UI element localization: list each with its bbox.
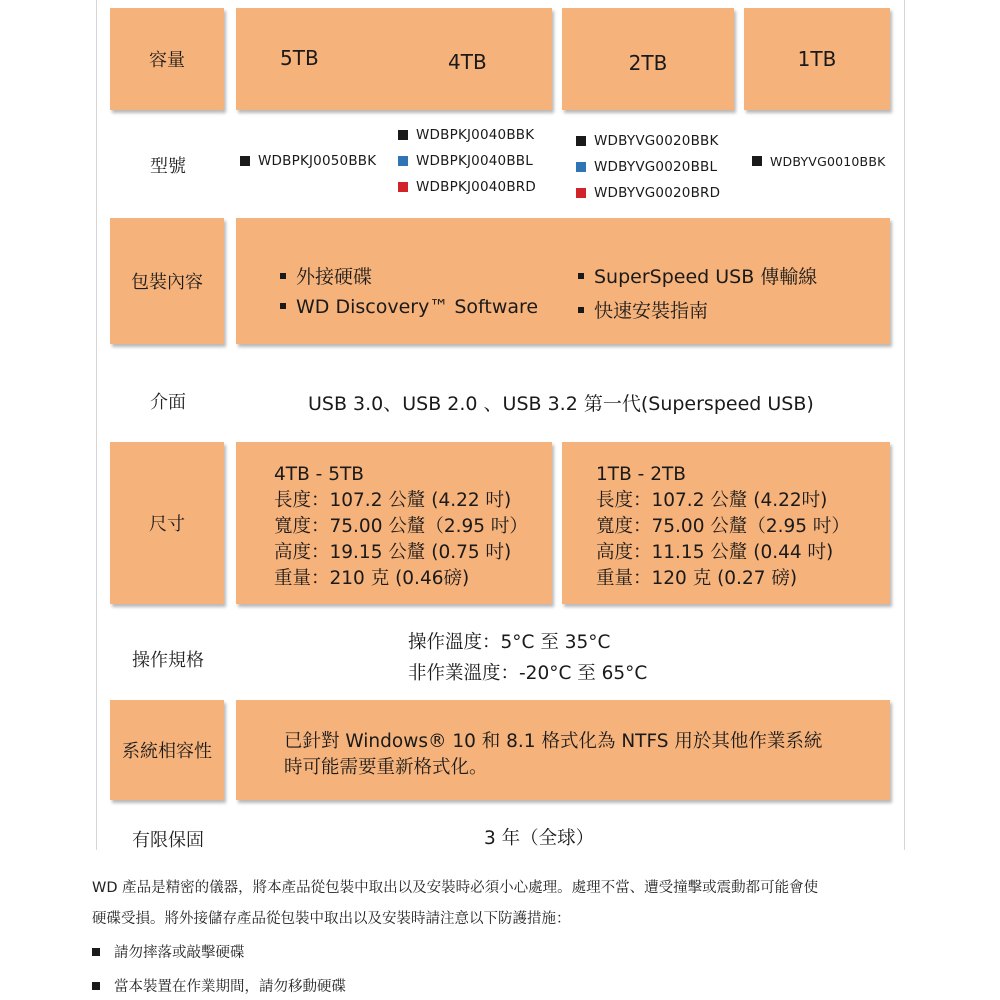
compat-label-cell — [110, 700, 224, 800]
model-item: WDBPKJ0040BBL — [398, 148, 536, 174]
package-item: 外接硬碟 — [280, 262, 372, 289]
package-item: WD Discovery™ Software — [280, 296, 538, 318]
notes-bullet: 當本裝置在作業期間，請勿移動硬碟 — [92, 975, 346, 996]
model-item: WDBPKJ0040BRD — [398, 174, 536, 200]
capacity-2tb: 2TB — [628, 51, 668, 75]
dim-width: 寬度：75.00 公釐（2.95 吋） — [596, 516, 850, 537]
dim-length: 長度：107.2 公釐 (4.22 吋) — [274, 490, 512, 511]
notes-paragraph-1: WD 產品是精密的儀器，將本產品從包裝中取出以及安裝時必須小心處理。處理不當、遭受撞擊或震動都可能會使 — [92, 880, 819, 896]
capacity-label-cell — [110, 8, 224, 110]
dimensions-cell-right — [562, 442, 890, 604]
black-swatch-icon — [240, 156, 250, 166]
compat-label: 系統相容性 — [122, 741, 212, 762]
interface-label: 介面 — [150, 392, 186, 413]
package-label: 包裝內容 — [131, 272, 203, 293]
capacity-cell-5tb-4tb — [236, 8, 552, 110]
package-content-cell — [236, 218, 890, 344]
warranty-value: 3 年（全球） — [484, 828, 595, 849]
dim-height: 高度：19.15 公釐 (0.75 吋) — [274, 542, 512, 563]
black-swatch-icon — [752, 156, 762, 166]
non-operating-temp: 非作業溫度：-20°C 至 65°C — [408, 663, 648, 684]
dim-length: 長度：107.2 公釐 (4.22吋) — [596, 490, 828, 511]
capacity-5tb: 5TB — [280, 46, 319, 70]
bullet-icon — [92, 982, 100, 990]
model-item: WDBYVG0020BBK — [576, 128, 720, 154]
red-swatch-icon — [576, 188, 586, 198]
model-list-5tb — [240, 148, 376, 174]
interface-value: USB 3.0、USB 2.0 、USB 3.2 第一代(Superspeed USB) — [308, 393, 814, 415]
capacity-cell-1tb — [744, 8, 890, 110]
model-item: WDBPKJ0050BBK — [240, 148, 376, 174]
notes-bullet: 請勿摔落或敲擊硬碟 — [92, 941, 245, 962]
model-list-4tb — [398, 122, 536, 200]
bullet-icon — [578, 307, 584, 313]
frame-line-left — [96, 0, 97, 850]
dimensions-right-block — [596, 462, 850, 592]
frame-line-right — [904, 0, 905, 850]
bullet-icon — [92, 948, 100, 956]
dimensions-label-cell — [110, 442, 224, 604]
blue-swatch-icon — [576, 162, 586, 172]
dim-height: 高度：11.15 公釐 (0.44 吋) — [596, 542, 834, 563]
bullet-icon — [578, 273, 584, 279]
model-item: WDBYVG0010BBK — [752, 148, 886, 174]
dimensions-label: 尺寸 — [149, 514, 185, 535]
capacity-1tb: 1TB — [797, 47, 837, 71]
model-label: 型號 — [150, 156, 186, 177]
package-item: SuperSpeed USB 傳輸線 — [578, 262, 817, 289]
compat-line-1: 已針對 Windows® 10 和 8.1 格式化為 NTFS 用於其他作業系統 — [284, 731, 823, 752]
dim-weight: 重量：210 克 (0.46磅) — [274, 568, 470, 589]
dim-heading: 1TB - 2TB — [596, 464, 686, 485]
operating-label: 操作規格 — [132, 650, 204, 671]
red-swatch-icon — [398, 182, 408, 192]
operating-temp: 操作溫度：5°C 至 35°C — [408, 632, 611, 653]
black-swatch-icon — [398, 130, 408, 140]
model-list-2tb — [576, 128, 720, 206]
capacity-cell-2tb — [562, 8, 734, 110]
dimensions-cell-left — [236, 442, 552, 604]
capacity-4tb: 4TB — [448, 50, 487, 74]
dim-heading: 4TB - 5TB — [274, 464, 364, 485]
black-swatch-icon — [576, 136, 586, 146]
package-label-cell — [110, 218, 224, 344]
notes-paragraph-2: 硬碟受損。將外接儲存產品從包裝中取出以及安裝時請注意以下防護措施： — [92, 911, 571, 927]
model-item: WDBYVG0020BRD — [576, 180, 720, 206]
dim-width: 寬度：75.00 公釐（2.95 吋） — [274, 516, 528, 537]
compat-line-2: 時可能需要重新格式化。 — [284, 757, 488, 778]
warranty-label: 有限保固 — [132, 830, 204, 851]
capacity-label: 容量 — [149, 50, 185, 71]
model-list-1tb — [752, 148, 886, 174]
model-item: WDBPKJ0040BBK — [398, 122, 536, 148]
bullet-icon — [280, 273, 286, 279]
package-item: 快速安裝指南 — [578, 296, 708, 323]
model-item: WDBYVG0020BBL — [576, 154, 720, 180]
dim-weight: 重量：120 克 (0.27 磅) — [596, 568, 798, 589]
compat-content-cell — [236, 700, 890, 800]
dimensions-left-block — [274, 462, 528, 592]
blue-swatch-icon — [398, 156, 408, 166]
bullet-icon — [280, 303, 286, 309]
